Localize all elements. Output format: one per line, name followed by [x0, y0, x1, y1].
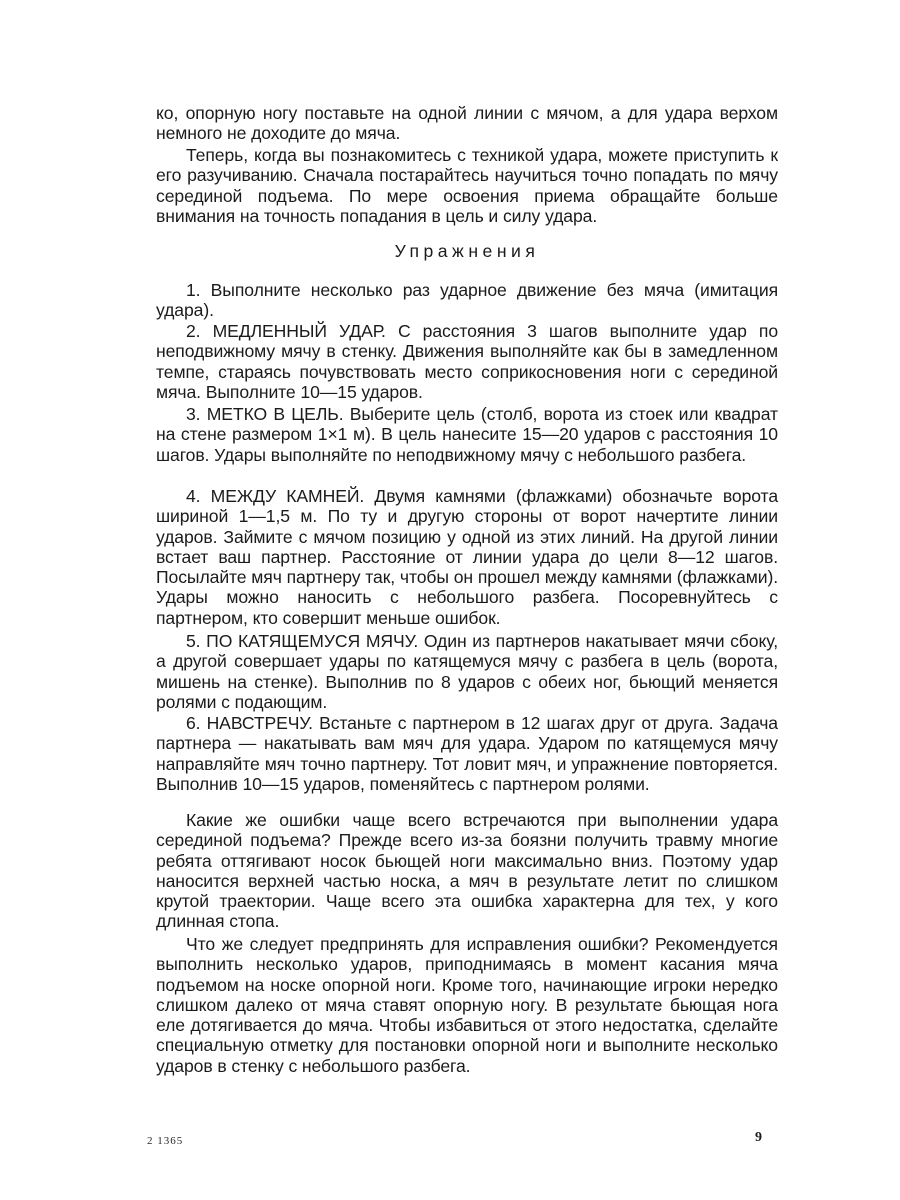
intro-continuation-text: ко, опорную ногу поставьте на одной линии с мячом, а для удара верхом немного не доходите до мяча. [156, 103, 778, 144]
exercise-2-text: С расстояния 3 шагов выполните удар по неподвижному мячу в стенку. Движения выполняйте как бы в замедленном темпе, стараясь почувствовать место соприкосновения ноги с серединой мяча. Выполните 10—15 ударов. [156, 321, 779, 402]
exercise-4 [156, 486, 778, 628]
exercise-6-title: 6. НАВСТРЕЧУ. [186, 713, 313, 733]
exercise-4-paragraph [156, 486, 778, 628]
exercise-3 [156, 404, 778, 465]
intro-paragraph [156, 145, 778, 226]
exercise-2-title: 2. МЕДЛЕННЫЙ УДАР. [186, 321, 386, 341]
exercise-2-paragraph [156, 321, 778, 402]
intro-paragraph-text: Теперь, когда вы познакомитесь с техникой удара, можете приступить к его разучиванию. Сначала постарайтесь научиться точно попадать по мячу серединой подъема. По мере освоения приема обращайте больше внимания на точность попадания в цель и силу удара. [156, 145, 778, 226]
exercise-6 [156, 713, 778, 794]
exercise-5 [156, 631, 778, 712]
exercise-3-text: Выберите цель (столб, ворота из стоек или квадрат на стене размером 1×1 м). В цель нанесите 15—20 ударов с расстояния 10 шагов. Удары выполняйте по неподвижному мячу с небольшого разбега. [156, 404, 778, 465]
exercise-5-paragraph [156, 631, 778, 712]
exercise-4-text: Двумя камнями (флажками) обозначьте ворота шириной 1—1,5 м. По ту и другую стороны от ворот начертите линии ударов. Займите с мячом позицию у одной из этих линий. На другой линии встает ваш партнер. Расстояние от линии удара до цели 8—12 шагов. Посылайте мяч партнеру так, чтобы он прошел между камнями (флажками). Удары можно наносить с небольшого разбега. Посоревнуйтесь с партнером, кто совершит меньше ошибок. [156, 486, 779, 628]
page-number: 9 [755, 1130, 762, 1145]
exercise-6-paragraph [156, 713, 778, 794]
section-heading: Упражнения [394, 241, 540, 261]
exercise-1 [156, 280, 778, 321]
fix-paragraph-text: Что же следует предпринять для исправления ошибки? Рекомендуется выполнить несколько ударов, приподнимаясь в момент касания мяча подъемом на носке опорной ноги. Кроме того, начинающие игроки нередко слишком далеко от мяча ставят опорную ногу. В результате бьющая нога еле дотягивается до мяча. Чтобы избавиться от этого недостатка, сделайте специальную отметку для постановки опорной ноги и выполните несколько ударов в стенку с небольшого разбега. [156, 934, 778, 1076]
exercise-3-title: 3. МЕТКО В ЦЕЛЬ. [186, 404, 344, 424]
exercise-5-title: 5. ПО КАТЯЩЕМУСЯ МЯЧУ. [186, 631, 419, 651]
exercise-2 [156, 321, 778, 402]
errors-paragraph-text: Какие же ошибки чаще всего встречаются при выполнении удара серединой подъема? Прежде всего из-за боязни получить травму многие ребята оттягивают носок бьющей ноги максимально вниз. Поэтому удар наносится верхней частью носка, а мяч в результате летит по слишком крутой траектории. Чаще всего эта ошибка характерна для тех, у кого длинная стопа. [156, 810, 778, 932]
fix-paragraph [156, 934, 778, 1076]
exercise-3-paragraph [156, 404, 778, 465]
exercise-5-text: Один из партнеров накатывает мячи сбоку, а другой совершает удары по катящемуся мячу с разбега в цель (ворота, мишень на стенке). Выполнив по 8 ударов с обеих ног, бьющий меняется ролями с подающим. [156, 631, 778, 712]
intro-continuation-paragraph [156, 103, 778, 144]
errors-paragraph [156, 810, 778, 932]
exercise-6-text: Встаньте с партнером в 12 шагах друг от друга. Задача партнера — накатывать вам мяч для удара. Ударом по катящемуся мячу направляйте мяч точно партнеру. Тот ловит мяч, и упражнение повторяется. Выполнив 10—15 ударов, поменяйтесь с партнером ролями. [156, 713, 778, 794]
footer-signature: 2 1365 [147, 1135, 184, 1147]
exercise-4-title: 4. МЕЖДУ КАМНЕЙ. [186, 486, 365, 506]
exercise-1-text: 1. Выполните несколько раз ударное движение без мяча (имитация удара). [156, 280, 778, 321]
